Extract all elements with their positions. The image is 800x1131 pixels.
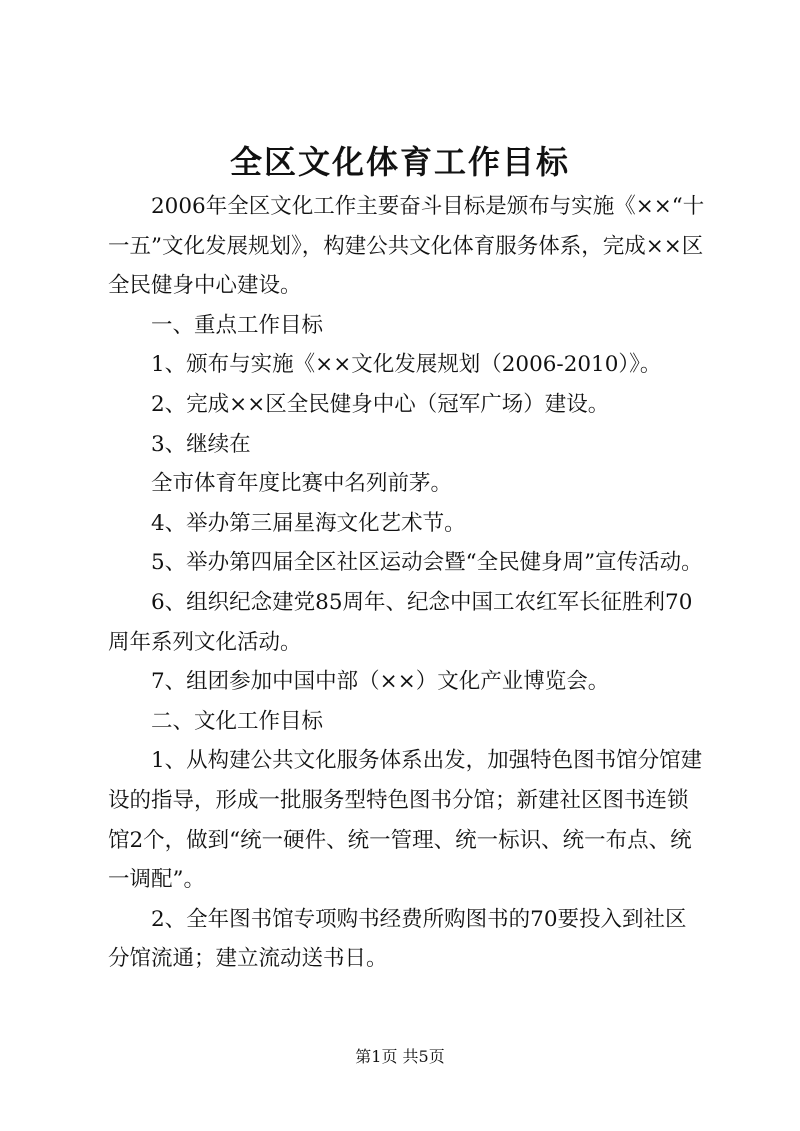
list-item: 2、全年图书馆专项购书经费所购图书的70要投入到社区分馆流通；建立流动送书日。: [108, 906, 687, 972]
list-item: 2、完成××区全民健身中心（冠军广场）建设。: [151, 391, 610, 417]
section-heading-key-goals: 一、重点工作目标: [151, 312, 324, 338]
page-number: 第1页 共5页: [355, 1047, 445, 1066]
document-body: [108, 187, 708, 979]
list-item: 1、颁布与实施《××文化发展规划（2006-2010）》。: [151, 352, 662, 378]
list-item: 3、继续在: [151, 431, 251, 457]
list-item: 5、举办第四届全区社区运动会暨“全民健身周”宣传活动。: [151, 550, 703, 576]
list-item-continuation: 全市体育年度比赛中名列前茅。: [151, 471, 453, 497]
section-heading-culture-goals: 二、文化工作目标: [151, 708, 324, 734]
page-title: 全区文化体育工作目标: [229, 143, 570, 181]
list-item: 7、组团参加中国中部（××）文化产业博览会。: [151, 669, 610, 695]
list-item: 1、从构建公共文化服务体系出发，加强特色图书馆分馆建设的指导，形成一批服务型特色图书分馆；新建社区图书连锁馆2个，做到“统一硬件、统一管理、统一标识、统一布点、统一调配”。: [108, 748, 703, 893]
list-item: 6、组织纪念建党85周年、纪念中国工农红军长征胜利70周年系列文化活动。: [108, 589, 693, 655]
paragraph-intro: 2006年全区文化工作主要奋斗目标是颁布与实施《××“十一五”文化发展规划》，构建公共文化体育服务体系，完成××区全民健身中心建设。: [108, 194, 705, 299]
list-item: 4、举办第三届星海文化艺术节。: [151, 510, 466, 536]
